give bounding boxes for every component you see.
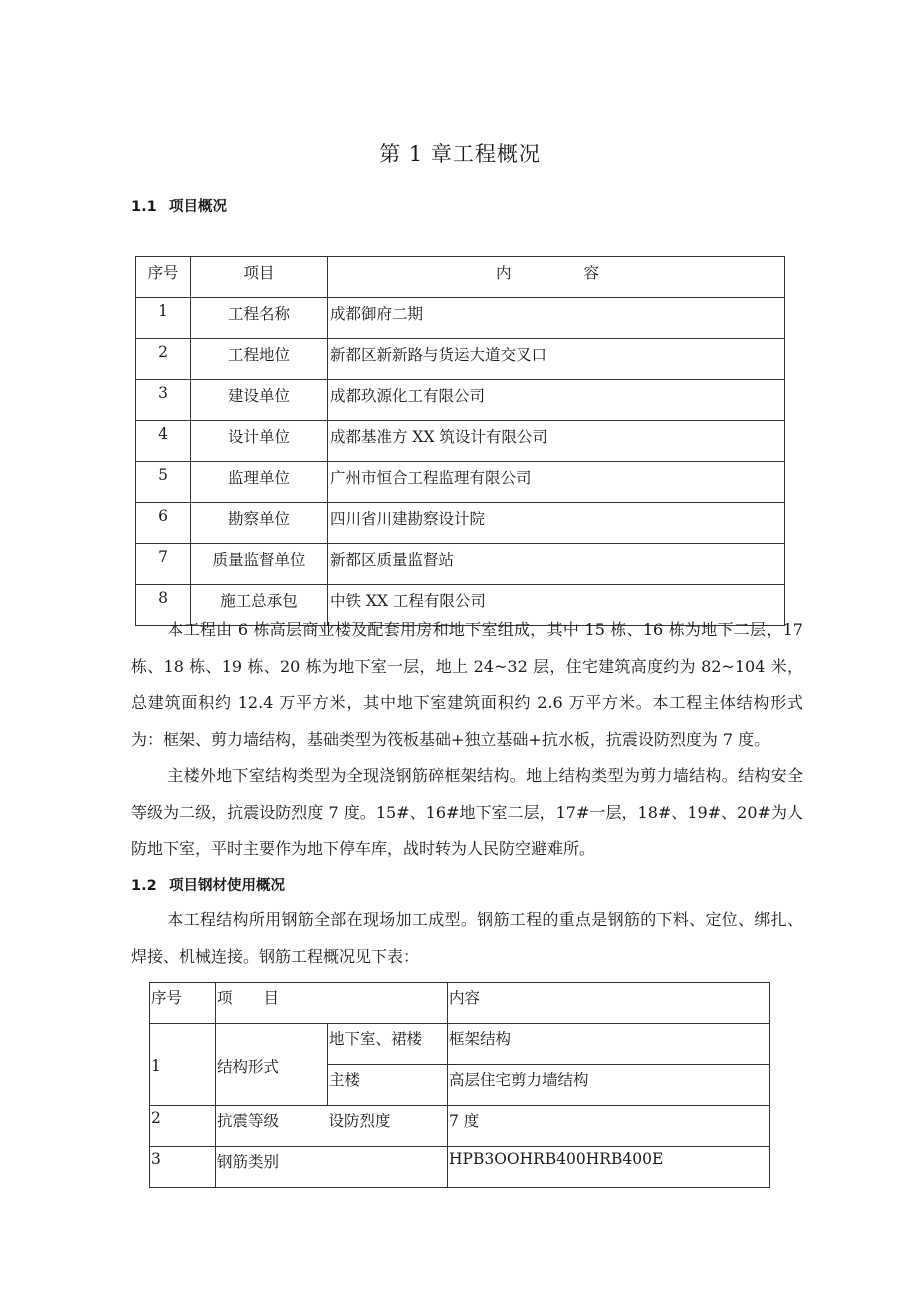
paragraph-1	[131, 612, 803, 758]
section-number: 1.2	[131, 878, 157, 894]
row-item: 设计单位	[191, 421, 328, 462]
project-overview-table	[135, 256, 785, 626]
row-no: 7	[136, 544, 191, 585]
paragraph-3-text: 本工程结构所用钢筋全部在现场加工成型。钢筋工程的重点是钢筋的下料、定位、绑扎、焊接、机械连接。钢筋工程概况见下表：	[131, 910, 803, 966]
row-item: 钢筋类别	[216, 1147, 448, 1188]
paragraph-2	[131, 758, 803, 868]
row-content: 7 度	[448, 1106, 770, 1147]
paragraph-1-text: 本工程由 6 栋高层商业楼及配套用房和地下室组成，其中 15 栋、16 栋为地下二层，17 栋、18 栋、19 栋、20 栋为地下室一层，地上 24~32 层，住宅建筑高度约为 82~104 米，总建筑面积约 12.4 万平方米，其中地下室建筑面积约 2.6 万平方米。本工程主体结构形式为：框架、剪力墙结构，基础类型为筏板基础+独立基础+抗水板，抗震设防烈度为 7 度。	[131, 620, 803, 749]
table-header-row	[150, 983, 770, 1024]
steel-overview-table	[149, 982, 770, 1188]
header-cell-content: 内容	[448, 983, 770, 1024]
row-content: 新都区新新路与货运大道交叉口	[328, 339, 785, 380]
row-subitem: 地下室、裙楼	[328, 1024, 448, 1065]
row-no: 8	[136, 585, 191, 626]
row-no: 3	[136, 380, 191, 421]
table-row	[136, 339, 785, 380]
row-content: HPB3OOHRB400HRB400E	[448, 1147, 770, 1188]
row-no: 1	[136, 298, 191, 339]
header-cell-no: 序号	[136, 257, 191, 298]
row-no: 2	[150, 1106, 216, 1147]
paragraph-2-text: 主楼外地下室结构类型为全现浇钢筋碎框架结构。地上结构类型为剪力墙结构。结构安全等级为二级，抗震设防烈度 7 度。15#、16#地下室二层，17#一层，18#、19#、20#为人防地下室，平时主要作为地下停车库，战时转为人民防空避难所。	[131, 766, 803, 858]
row-no: 6	[136, 503, 191, 544]
row-no: 5	[136, 462, 191, 503]
row-content: 四川省川建勘察设计院	[328, 503, 785, 544]
row-content: 成都御府二期	[328, 298, 785, 339]
header-content-char-1: 内	[496, 264, 512, 282]
section-title: 项目概况	[169, 199, 227, 215]
table-row	[136, 298, 785, 339]
table-row	[136, 380, 785, 421]
row-item: 结构形式	[216, 1024, 328, 1106]
row-item: 勘察单位	[191, 503, 328, 544]
chapter-title: 第 1 章工程概况	[379, 142, 541, 166]
row-content: 高层住宅剪力墙结构	[448, 1065, 770, 1106]
row-content: 广州市恒合工程监理有限公司	[328, 462, 785, 503]
row-no: 2	[136, 339, 191, 380]
header-cell-item: 项目	[191, 257, 328, 298]
row-content: 框架结构	[448, 1024, 770, 1065]
row-item: 监理单位	[191, 462, 328, 503]
row-content: 成都基准方 XX 筑设计有限公司	[328, 421, 785, 462]
row-no: 4	[136, 421, 191, 462]
table-row	[150, 1106, 770, 1147]
row-no: 1	[150, 1024, 216, 1106]
table-row	[150, 1024, 770, 1065]
table-row	[136, 544, 785, 585]
header-cell-item: 项 目	[216, 983, 448, 1024]
header-cell-content	[328, 257, 785, 298]
row-content: 中铁 XX 工程有限公司	[328, 585, 785, 626]
row-subitem: 设防烈度	[328, 1106, 448, 1147]
row-content: 成都玖源化工有限公司	[328, 380, 785, 421]
header-content-char-2: 容	[583, 264, 600, 282]
section-number: 1.1	[131, 199, 157, 215]
table-row	[136, 421, 785, 462]
paragraph-3	[131, 902, 803, 975]
section-heading-1	[131, 195, 227, 216]
table-header-row	[136, 257, 785, 298]
table-row	[136, 503, 785, 544]
row-item: 抗震等级	[216, 1106, 328, 1147]
row-content: 新都区质量监督站	[328, 544, 785, 585]
table-row	[150, 1147, 770, 1188]
section-heading-2	[131, 874, 285, 895]
row-item: 建设单位	[191, 380, 328, 421]
section-title: 项目钢材使用概况	[169, 878, 285, 894]
table-row	[136, 462, 785, 503]
row-no: 3	[150, 1147, 216, 1188]
row-item: 质量监督单位	[191, 544, 328, 585]
row-subitem: 主楼	[328, 1065, 448, 1106]
row-item: 工程名称	[191, 298, 328, 339]
header-cell-no: 序号	[150, 983, 216, 1024]
row-item: 工程地位	[191, 339, 328, 380]
row-item: 施工总承包	[191, 585, 328, 626]
